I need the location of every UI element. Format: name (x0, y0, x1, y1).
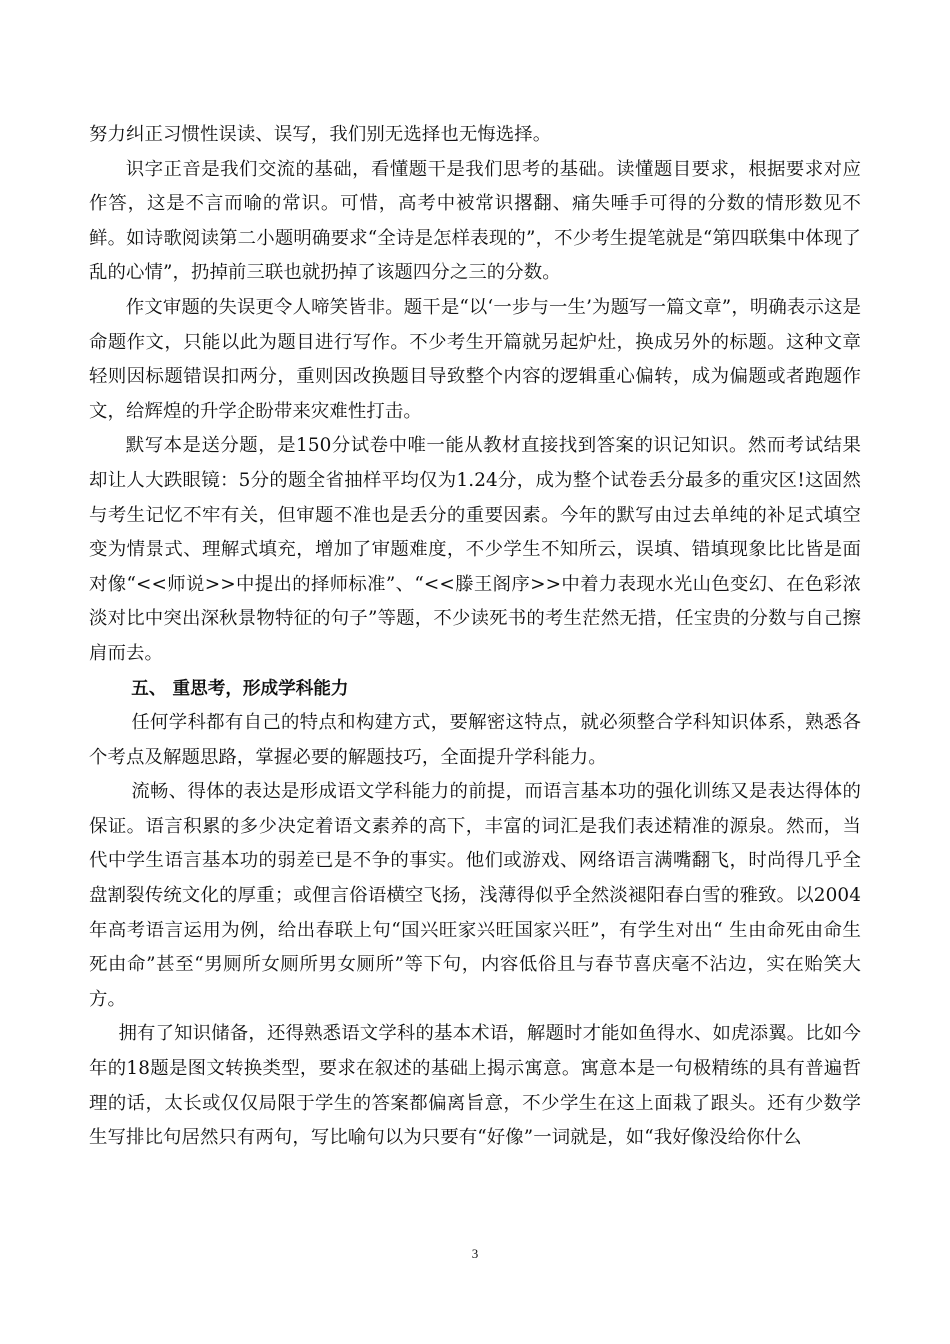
paragraph-essay-topic: 作文审题的失误更令人啼笑皆非。题干是“以‘一步与一生’为题写一篇文章”，明确表示这是命题作文，只能以此为题目进行写作。不少考生开篇就另起炉灶，换成另外的标题。这种文章轻则因标题错误扣两分，重则因改换题目导致整个内容的逻辑重心偏转，成为偏题或者跑题作文，给辉煌的升学企盼带来灾难性打击。 (89, 296, 861, 422)
page-number: 3 (471, 1246, 479, 1261)
paragraph-terminology: 拥有了知识储备，还得熟悉语文学科的基本术语，解题时才能如鱼得水、如虎添翼。比如今年的18题是图文转换类型，要求在叙述的基础上揭示寓意。寓意本是一句极精练的具有普遍哲理的话，太长或仅仅局限于学生的答案都偏离旨意，不少学生在这上面栽了跟头。还有少数学生写排比句居然只有两句，写比喻句以为只要有“好像”一词就是，如“我好像没给你什么 (89, 1023, 861, 1149)
paragraph-continuation: 努力纠正习惯性误读、误写，我们别无选择也无悔选择。 (89, 124, 552, 145)
document-body (89, 118, 861, 1156)
section-heading: 五、 重思考，形成学科能力 (131, 678, 349, 699)
paragraph-dictation: 默写本是送分题，是150分试卷中唯一能从教材直接找到答案的识记知识。然而考试结果却让人大跌眼镜：5分的题全省抽样平均仅为1.24分，成为整个试卷丢分最多的重灾区!这固然与考生记忆不牢有关，但审题不准也是丢分的重要因素。今年的默写由过去单纯的补足式填空变为情景式、理解式填充，增加了审题难度，不少学生不知所云，误填、错填现象比比皆是面对像“<<师说>>中提出的择师标准”、“<<滕王阁序>>中着力表现水光山色变幻、在色彩浓淡对比中突出深秋景物特征的句子”等题，不少读死书的考生茫然无措，任宝贵的分数与自己擦肩而去。 (89, 435, 861, 664)
paragraph-literacy-basics: 识字正音是我们交流的基础，看懂题干是我们思考的基础。读懂题目要求，根据要求对应作答，这是不言而喻的常识。可惜，高考中被常识撂翻、痛失唾手可得的分数的情形数见不鲜。如诗歌阅读第二小题明确要求“全诗是怎样表现的”，不少考生提笔就是“第四联集中体现了乱的心情”，扔掉前三联也就扔掉了该题四分之三的分数。 (89, 158, 861, 284)
paragraph-subject-ability: 任何学科都有自己的特点和构建方式，要解密这特点，就必须整合学科知识体系，熟悉各个考点及解题思路，掌握必要的解题技巧，全面提升学科能力。 (89, 712, 861, 768)
paragraph-language-expression: 流畅、得体的表达是形成语文学科能力的前提，而语言基本功的强化训练又是表达得体的保证。语言积累的多少决定着语文素养的高下，丰富的词汇是我们表述精准的源泉。然而，当代中学生语言基本功的弱差已是不争的事实。他们或游戏、网络语言满嘴翻飞，时尚得几乎全盘割裂传统文化的厚重；或俚言俗语横空飞扬，浅薄得似乎全然淡褪阳春白雪的雅致。以2004年高考语言运用为例，给出春联上句“国兴旺家兴旺国家兴旺”，有学生对出“ 生由命死由命生死由命”甚至“男厕所女厕所男女厕所”等下句，内容低俗且与春节喜庆毫不沾边，实在贻笑大方。 (89, 781, 861, 1010)
